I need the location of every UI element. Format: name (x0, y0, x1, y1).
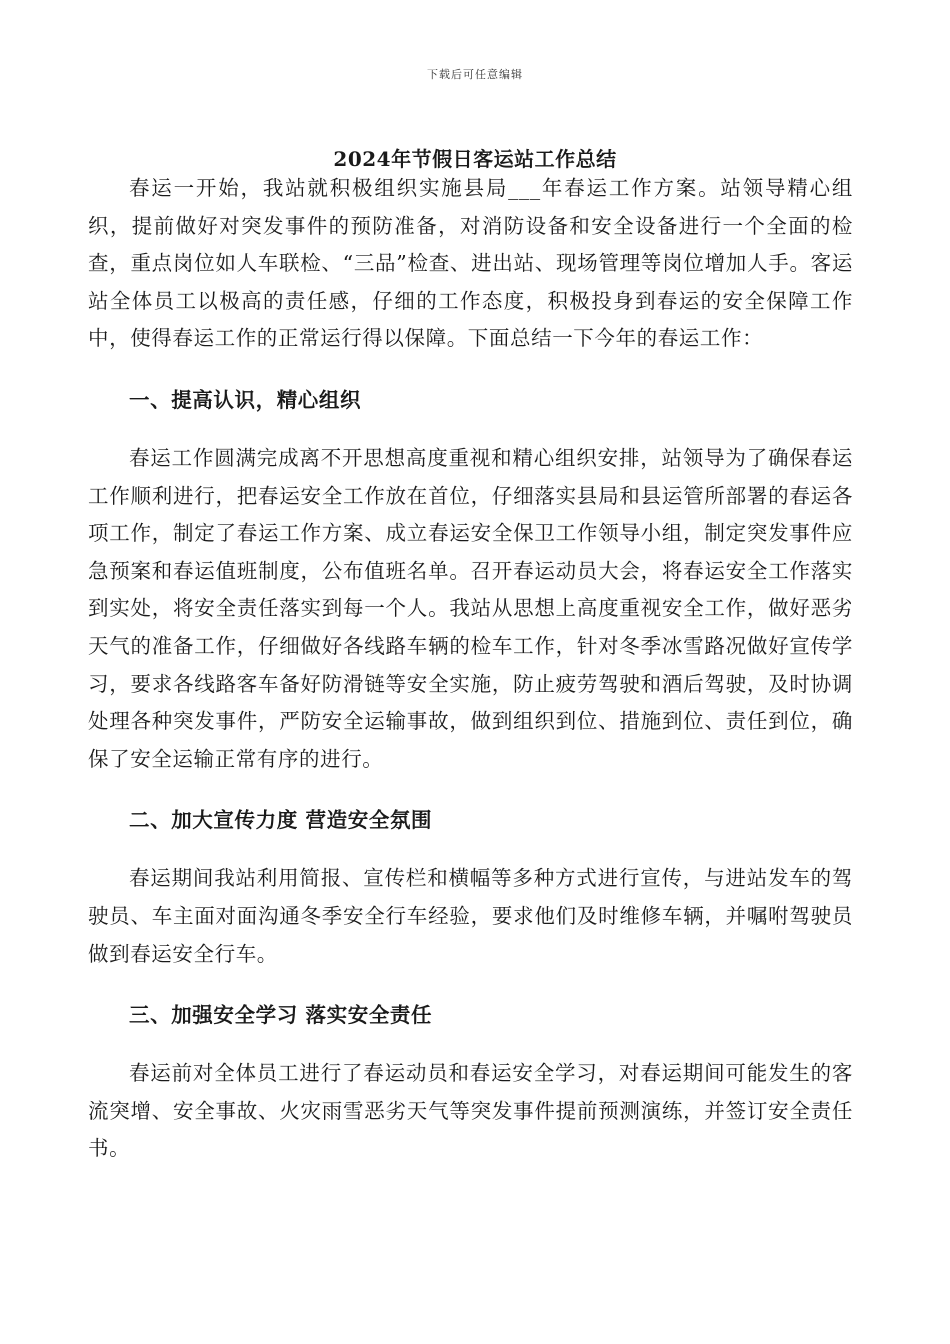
intro-paragraph: 春运一开始，我站就积极组织实施县局___年春运工作方案。站领导精心组织，提前做好对突发事件的预防准备，对消防设备和安全设备进行一个全面的检查，重点岗位如人车联检、“三品”检查、进出站、现场管理等岗位增加人手。客运站全体员工以极高的责任感，仔细的工作态度，积极投身到春运的安全保障工作中，使得春运工作的正常运行得以保障。下面总结一下今年的春运工作： (88, 176, 853, 351)
header-note: 下载后可任意编辑 (427, 68, 523, 81)
document-body (88, 170, 853, 1168)
section-1-paragraph: 春运工作圆满完成离不开思想高度重视和精心组织安排，站领导为了确保春运工作顺利进行，把春运安全工作放在首位，仔细落实县局和县运管所部署的春运各项工作，制定了春运工作方案、成立春运安全保卫工作领导小组，制定突发事件应急预案和春运值班制度，公布值班名单。召开春运动员大会，将春运安全工作落实到实处，将安全责任落实到每一个人。我站从思想上高度重视安全工作，做好恶劣天气的准备工作，仔细做好各线路车辆的检车工作，针对冬季冰雪路况做好宣传学习，要求各线路客车备好防滑链等安全实施，防止疲劳驾驶和酒后驾驶，及时协调处理各种突发事件，严防安全运输事故，做到组织到位、措施到位、责任到位，确保了安全运输正常有序的进行。 (88, 445, 853, 771)
section-2-paragraph: 春运期间我站利用简报、宣传栏和横幅等多种方式进行宣传，与进站发车的驾驶员、车主面对面沟通冬季安全行车经验，要求他们及时维修车辆，并嘱咐驾驶员做到春运安全行车。 (88, 866, 853, 966)
section-heading-2: 二、加大宣传力度 营造安全氛围 (129, 808, 433, 833)
section-heading-3: 三、加强安全学习 落实安全责任 (129, 1003, 433, 1028)
section-heading-1: 一、提高认识，精心组织 (129, 387, 362, 412)
section-3-paragraph: 春运前对全体员工进行了春运动员和春运安全学习，对春运期间可能发生的客流突增、安全事故、火灾雨雪恶劣天气等突发事件提前预测演练，并签订安全责任书。 (88, 1061, 853, 1161)
document-title: 2024年节假日客运站工作总结 (333, 147, 617, 171)
